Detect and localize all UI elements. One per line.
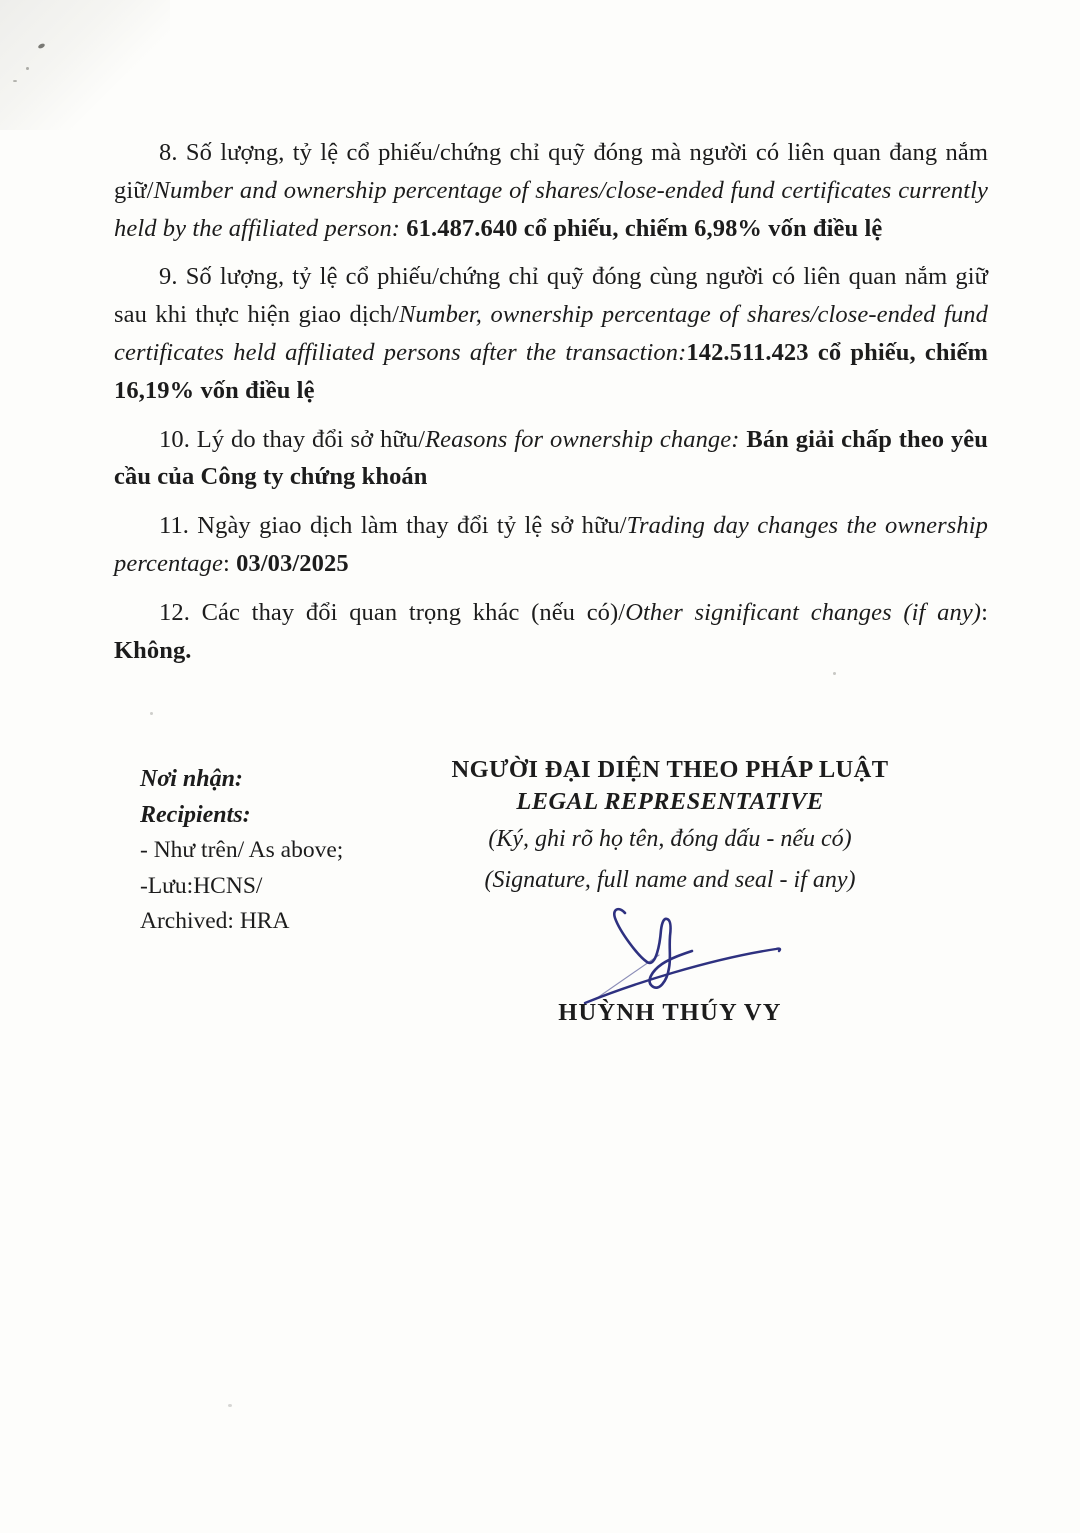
recipients-title-en: Recipients: <box>140 801 251 828</box>
representative-note-en: (Signature, full name and seal - if any) <box>484 867 856 893</box>
item-12-value: Không. <box>114 636 192 664</box>
document-item-9 <box>114 258 988 409</box>
scan-speck <box>13 80 17 82</box>
item-10-en-text: Reasons for ownership change: <box>425 425 740 453</box>
scan-speck <box>228 1404 232 1407</box>
scan-speck <box>150 712 153 715</box>
item-10-vn-text: 10. Lý do thay đổi sở hữu/ <box>159 425 426 453</box>
document-body <box>114 134 988 680</box>
item-12-separator: : <box>981 598 988 626</box>
item-9-en-text: Number, ownership percentage of shares/close-ended fund certificates held affiliated persons after the transaction: <box>114 301 988 366</box>
item-11-vn-text: 11. Ngày giao dịch làm thay đổi tỷ lệ sở hữu/ <box>159 512 627 540</box>
scan-speck <box>26 67 29 70</box>
item-12-en-text: Other significant changes (if any) <box>625 598 982 626</box>
item-8-vn-text: 8. Số lượng, tỷ lệ cổ phiếu/chứng chỉ quỹ đóng mà người có liên quan đang nắm giữ/ <box>114 139 988 204</box>
item-12-vn-text: 12. Các thay đổi quan trọng khác (nếu có)/ <box>159 598 626 626</box>
document-item-12 <box>114 594 988 670</box>
item-9-value: 142.511.423 cổ phiếu, chiếm 16,19% vốn điều lệ <box>114 338 989 404</box>
document-item-8 <box>114 134 988 247</box>
item-11-en-text: Trading day changes the ownership percentage <box>114 512 988 577</box>
recipients-line-archived: Archived: HRA <box>140 908 290 934</box>
item-11-value: 03/03/2025 <box>236 549 349 577</box>
recipients-line-as-above: - Như trên/ As above; <box>140 837 344 863</box>
document-item-10 <box>114 421 988 497</box>
representative-title-vn: NGƯỜI ĐẠI DIỆN THEO PHÁP LUẬT <box>451 756 889 783</box>
item-8-value: 61.487.640 cổ phiếu, chiếm 6,98% vốn điều lệ <box>406 214 883 242</box>
item-11-separator: : <box>222 549 237 577</box>
item-9-vn-text: 9. Số lượng, tỷ lệ cổ phiếu/chứng chỉ quỹ đóng cùng người có liên quan nắm giữ sau khi thực hiện giao dịch/ <box>114 263 988 329</box>
item-8-en-text: Number and ownership percentage of shares/close-ended fund certificates currently held by the affiliated person: <box>114 176 988 242</box>
representative-note-vn: (Ký, ghi rõ họ tên, đóng dấu - nếu có) <box>488 826 852 852</box>
representative-title-en: LEGAL REPRESENTATIVE <box>516 788 824 815</box>
handwritten-signature <box>540 896 820 1014</box>
legal-representative-block <box>420 756 920 898</box>
signer-name: HUỲNH THÚY VY <box>558 999 782 1026</box>
recipients-title-vn: Nơi nhận: <box>140 766 243 792</box>
scan-speck <box>37 43 45 50</box>
scan-corner-shade <box>0 0 170 130</box>
document-item-11 <box>114 507 988 583</box>
signature-ink-icon <box>540 896 820 1014</box>
recipients-line-luu-hcns: -Lưu:HCNS/ <box>140 872 263 899</box>
item-10-value: Bán giải chấp theo yêu cầu của Công ty chứng khoán <box>114 425 988 491</box>
recipients-block <box>140 762 460 940</box>
